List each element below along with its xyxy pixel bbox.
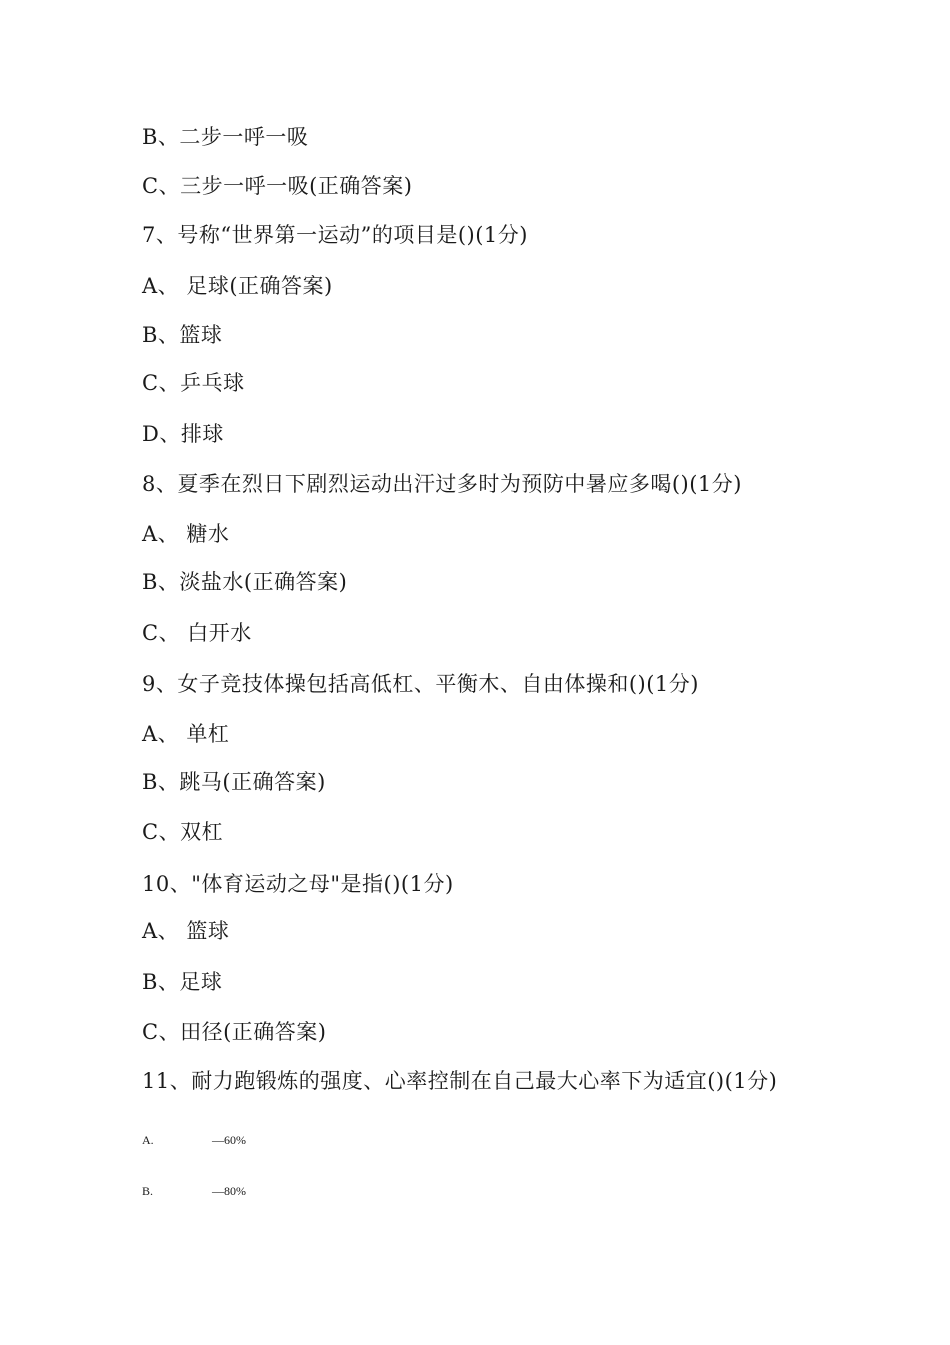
option-line: D、排球: [142, 422, 224, 446]
option-line: C、三步一呼一吸(正确答案): [142, 174, 413, 198]
option-line: B、二步一呼一吸: [142, 125, 309, 149]
option-b-row: [142, 1183, 246, 1199]
option-value: —60%: [212, 1133, 246, 1147]
option-line: A、 糖水: [142, 522, 230, 546]
option-line: A、 足球(正确答案): [142, 274, 333, 298]
question-line: 10、"体育运动之母"是指()(1分): [142, 872, 454, 896]
option-line: A、 单杠: [142, 722, 230, 746]
option-line: B、淡盐水(正确答案): [142, 570, 348, 594]
question-line: 11、耐力跑锻炼的强度、心率控制在自己最大心率下为适宜()(1分): [142, 1069, 778, 1093]
question-line: 7、号称“世界第一运动”的项目是()(1分): [142, 223, 528, 247]
option-line: C、 白开水: [142, 621, 252, 645]
option-label: B.: [142, 1184, 154, 1198]
option-a-row: [142, 1132, 246, 1148]
question-line: 8、夏季在烈日下剧烈运动出汗过多时为预防中暑应多喝()(1分): [142, 472, 742, 496]
option-line: C、双杠: [142, 820, 224, 844]
question-line: 9、女子竞技体操包括高低杠、平衡木、自由体操和()(1分): [142, 672, 699, 696]
option-line: B、篮球: [142, 323, 223, 347]
option-line: C、乒乓球: [142, 371, 245, 395]
option-line: B、足球: [142, 970, 223, 994]
option-line: B、跳马(正确答案): [142, 770, 326, 794]
option-value: —80%: [212, 1184, 246, 1198]
option-line: A、 篮球: [142, 919, 230, 943]
option-line: C、田径(正确答案): [142, 1020, 327, 1044]
option-label: A.: [142, 1133, 154, 1147]
